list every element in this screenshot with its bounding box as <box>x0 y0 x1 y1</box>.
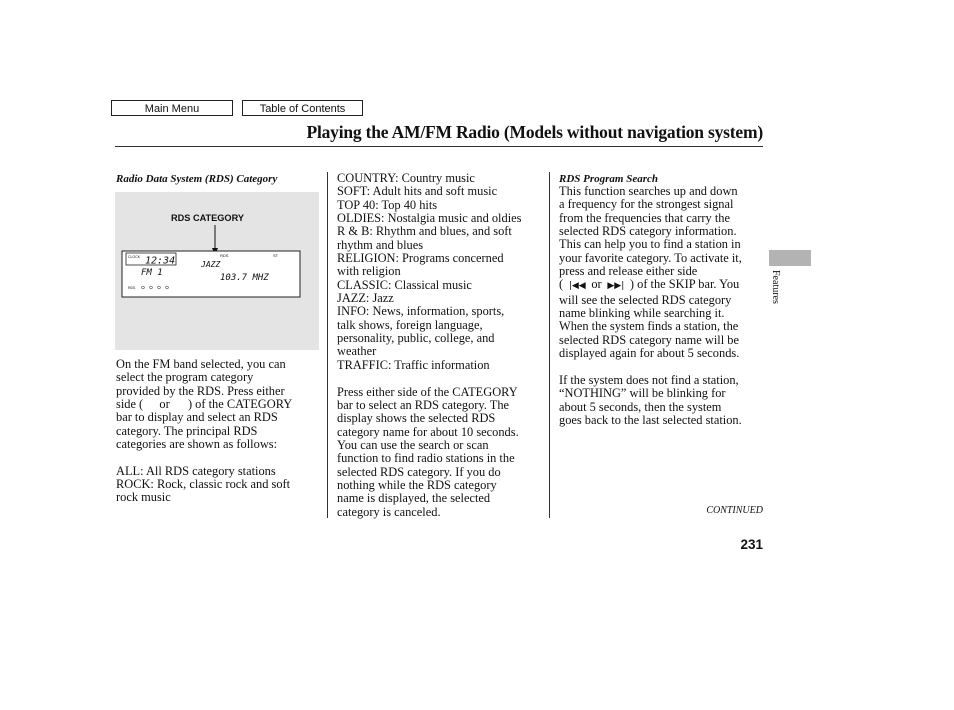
main-menu-button[interactable]: Main Menu <box>111 100 233 116</box>
column-divider-1 <box>327 172 328 518</box>
text-line: When the system finds a station, the <box>559 319 739 334</box>
text-line-with-icons <box>116 398 321 411</box>
text-line: JAZZ: Jazz <box>337 291 394 306</box>
section-heading-rds-program-search: RDS Program Search <box>559 173 659 185</box>
radio-display-illustration <box>115 192 319 350</box>
text-line: CLASSIC: Classical music <box>337 277 472 292</box>
rds-category-callout: RDS CATEGORY <box>171 213 244 223</box>
text-line: category name for about 10 seconds. <box>337 424 519 439</box>
section-tab-text: Features <box>770 270 781 304</box>
display-stereo-indicator: ST <box>273 253 279 258</box>
text-line: Press either side of the CATEGORY <box>337 384 518 399</box>
display-frequency: 103.7 MHZ <box>220 273 269 283</box>
skip-forward-icon: ▶▶| <box>607 281 625 292</box>
rds-display-figure <box>115 192 319 350</box>
text-line: with religion <box>337 264 401 279</box>
text-line-with-icons <box>559 278 769 293</box>
text-line: provided by the RDS. Press either <box>116 383 285 398</box>
text-line: RELIGION: Programs concerned <box>337 251 504 266</box>
text-line: function to find radio stations in the <box>337 451 515 466</box>
text-line: selected RDS category information. <box>559 224 737 239</box>
text-line: your favorite category. To activate it, <box>559 250 742 265</box>
text-line: select the program category <box>116 370 254 385</box>
text-line: OLDIES: Nostalgia music and oldies <box>337 211 522 226</box>
text-line: categories are shown as follows: <box>116 437 278 452</box>
text-line: This function searches up and down <box>559 184 738 198</box>
text-line: name is displayed, the selected <box>337 491 491 506</box>
text-fragment: side ( <box>116 397 144 412</box>
text-line: INFO: News, information, sports, <box>337 304 505 319</box>
text-line: rock music <box>116 490 171 505</box>
text-line: ALL: All RDS category stations <box>116 463 276 478</box>
text-line: rhythm and blues <box>337 237 424 252</box>
display-rds-indicator: RDS <box>220 253 229 258</box>
page-title: Playing the AM/FM Radio (Models without navigation system) <box>306 122 763 142</box>
text-line: name blinking while searching it. <box>559 306 725 321</box>
text-line: “NOTHING” will be blinking for <box>559 386 726 401</box>
skip-back-icon: |◀◀ <box>568 281 586 292</box>
text-line: press and release either side <box>559 264 698 279</box>
text-line: On the FM band selected, you can <box>116 357 286 371</box>
display-preset-label: RDS <box>128 286 136 290</box>
display-time: 12:34 <box>145 255 176 267</box>
page-number: 231 <box>740 537 763 552</box>
column-3-text <box>559 185 769 427</box>
text-line: TOP 40: Top 40 hits <box>337 197 438 212</box>
text-line: This can help you to find a station in <box>559 237 741 252</box>
text-line: R & B: Rhythm and blues, and soft <box>337 224 512 239</box>
display-band: FM 1 <box>141 268 163 278</box>
section-tab-label <box>768 270 782 320</box>
text-line: weather <box>337 344 377 359</box>
text-line: nothing while the RDS category <box>337 477 497 492</box>
text-line: selected RDS category. If you do <box>337 464 501 479</box>
text-fragment: ( <box>559 277 564 292</box>
text-line: You can use the search or scan <box>337 437 489 452</box>
text-fragment: ) of the CATEGORY <box>187 397 293 412</box>
text-line: about 5 seconds, then the system <box>559 399 722 414</box>
text-line: SOFT: Adult hits and soft music <box>337 184 498 199</box>
continued-label: CONTINUED <box>706 505 763 516</box>
section-heading-rds-category: Radio Data System (RDS) Category <box>116 173 278 185</box>
text-line: goes back to the last selected station. <box>559 412 742 427</box>
text-line: talk shows, foreign language, <box>337 317 483 332</box>
text-line: personality, public, college, and <box>337 331 495 346</box>
text-line: from the frequencies that carry the <box>559 210 730 225</box>
text-line: category is canceled. <box>337 504 441 519</box>
text-line: category. The principal RDS <box>116 423 258 438</box>
column-2-text <box>337 172 547 519</box>
text-line: display shows the selected RDS <box>337 411 496 426</box>
text-line: displayed again for about 5 seconds. <box>559 346 740 361</box>
text-line: COUNTRY: Country music <box>337 171 475 185</box>
text-line: selected RDS category name will be <box>559 332 739 347</box>
table-of-contents-button[interactable]: Table of Contents <box>242 100 363 116</box>
column-divider-2 <box>549 172 550 518</box>
text-fragment: or <box>159 397 170 412</box>
text-line: bar to select an RDS category. The <box>337 397 510 412</box>
display-clock-label: CLOCK <box>128 255 141 259</box>
text-line: ROCK: Rock, classic rock and soft <box>116 477 291 492</box>
text-fragment: or <box>591 277 602 292</box>
text-line: will see the selected RDS category <box>559 292 732 307</box>
display-rds-category: JAZZ <box>201 260 221 269</box>
title-rule <box>115 146 763 147</box>
text-line: TRAFFIC: Traffic information <box>337 357 490 372</box>
section-tab-marker <box>769 250 811 266</box>
text-line: bar to display and select an RDS <box>116 410 278 425</box>
text-fragment: ) of the SKIP bar. You <box>629 277 740 292</box>
text-line: a frequency for the strongest signal <box>559 197 734 212</box>
text-line: If the system does not find a station, <box>559 372 739 387</box>
column-1-text <box>116 358 321 505</box>
